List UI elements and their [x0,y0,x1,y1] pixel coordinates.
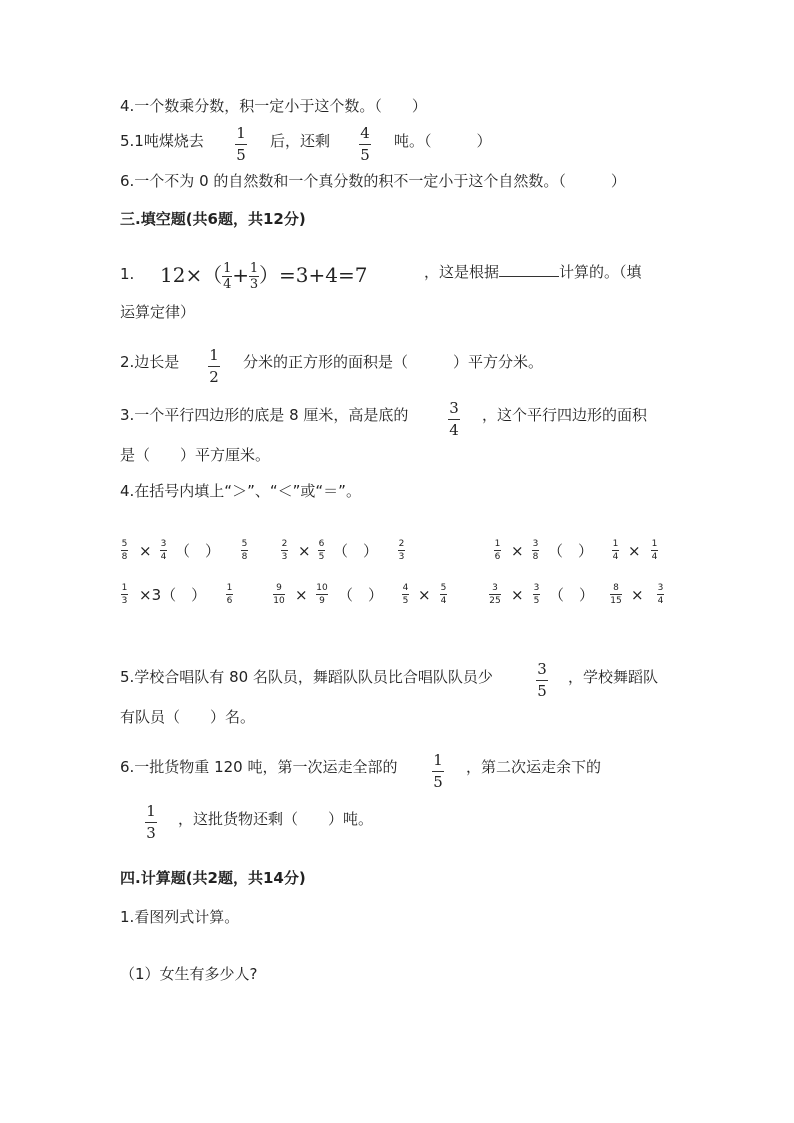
section-title-calc: 四.计算题(共2题，共14分) [120,869,306,887]
fill-q5-line2: 有队员（ ）名。 [120,708,256,726]
fill-q5-part1: 5.学校合唱队有 80 名队员，舞蹈队队员比合唱队队员少 [120,668,493,686]
fill-q5-part2: ，学校舞蹈队 [568,668,659,686]
judge-q5-part3: 吨。（ ） [394,132,492,150]
compare-r2-g1-a: 1 3 [121,583,128,606]
answer-paren[interactable]: （ ） [338,586,384,604]
compare-r1-g3-b: 3 8 [532,539,539,562]
fill-q3-line2: 是（ ）平方厘米。 [120,446,271,464]
answer-paren[interactable]: （ ） [175,542,221,560]
fill-q1-line2: 运算定律） [120,303,196,321]
fill-q1-blank[interactable] [499,262,559,277]
times-sign: × [511,586,524,604]
answer-paren[interactable]: （ ） [333,542,379,560]
compare-r1-g2-b: 6 5 [318,539,325,562]
fill-q6-part2: ，第二次运走余下的 [466,758,602,776]
judge-q5-part1: 5.1吨煤烧去 [120,132,204,150]
compare-r1-g1-c: 5 8 [241,539,248,562]
compare-r1-g2-a: 2 3 [281,539,288,562]
times-sign: × [298,542,311,560]
answer-paren[interactable]: （ ） [548,542,594,560]
fill-q6-part1: 6.一批货物重 120 吨，第一次运走全部的 [120,758,398,776]
fill-q1-fraction-2: $\frac{1}{3}$ [249,261,259,292]
times-sign: × [418,586,431,604]
fill-q1-equation: 12×（ $\frac{1}{4}$ + $\frac{1}{3}$ ）=3+4=7 [160,261,368,292]
calc-q1: 1.看图列式计算。 [120,908,240,926]
compare-r2-g2-e: 5 4 [440,583,447,606]
fill-q2-part1: 2.边长是 [120,353,180,371]
compare-r2-g3-c: 8 15 [610,583,622,606]
fill-q1-number: 1. [120,265,135,283]
fill-q2-fraction: 1 2 [209,346,219,386]
times-sign: × [631,586,644,604]
fill-q3-part1: 3.一个平行四边形的底是 8 厘米，高是底的 [120,406,409,424]
compare-r1-g3-c: 1 4 [612,539,619,562]
times-three-paren[interactable]: ×3（ ） [139,586,207,604]
compare-r1-g1-b: 3 4 [160,539,167,562]
compare-r2-g1-c: 1 6 [226,583,233,606]
judge-q5-fraction-2: 4 5 [360,124,370,164]
compare-r2-g3-a: 3 25 [489,583,501,606]
compare-r1-g3-a: 1 6 [494,539,501,562]
times-sign: × [511,542,524,560]
compare-r1-g2-c: 2 3 [398,539,405,562]
compare-r1-g1-a: 5 8 [121,539,128,562]
fill-q1-text: ，这是根据 计算的。（填 [424,263,642,281]
times-sign: × [295,586,308,604]
fill-q2-part2: 分米的正方形的面积是（ ）平方分米。 [243,353,544,371]
answer-paren[interactable]: （ ） [549,586,595,604]
fill-q6-fraction-1: 1 5 [433,751,443,791]
fill-q3-fraction: 3 4 [449,399,459,439]
fill-q6-part3: ，这批货物还剩（ ）吨。 [178,810,374,828]
judge-q5-part2: 后，还剩 [270,132,331,150]
judge-q4: 4.一个数乘分数，积一定小于这个数。（ ） [120,97,427,115]
times-sign: × [139,542,152,560]
times-sign: × [628,542,641,560]
section-title-fill: 三.填空题(共6题，共12分) [120,210,306,228]
compare-r2-g2-c: 4 5 [402,583,409,606]
calc-q1-sub: （1）女生有多少人? [120,965,258,983]
compare-r2-g3-b: 3 5 [533,583,540,606]
compare-r2-g3-e: 3 4 [657,583,664,606]
fill-q3-part2: ，这个平行四边形的面积 [482,406,648,424]
fill-q6-fraction-2: 1 3 [146,802,156,842]
compare-r2-g2-b: 10 9 [316,583,328,606]
compare-r1-g3-e: 1 4 [651,539,658,562]
fill-q5-fraction: 3 5 [537,660,547,700]
compare-r2-g2-a: 9 10 [273,583,285,606]
judge-q5-fraction-1: 1 5 [236,124,246,164]
fill-q4-instruction: 4.在括号内填上“＞”、“＜”或“＝”。 [120,482,361,500]
judge-q6: 6.一个不为 0 的自然数和一个真分数的积不一定小于这个自然数。（ ） [120,172,626,190]
fill-q1-fraction-1: $\frac{1}{4}$ [223,261,232,292]
